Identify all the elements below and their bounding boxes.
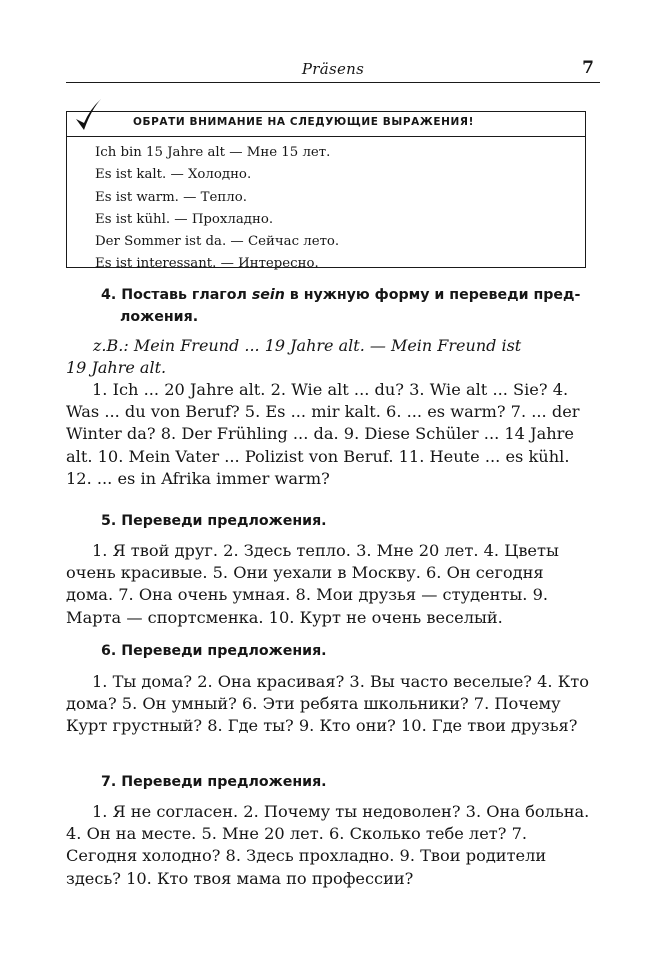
- task-4-heading-line-2: ложения.: [120, 309, 199, 325]
- task-7-heading: 7. Переведи предложения.: [101, 774, 327, 790]
- note-line: Es ist kalt. — Холодно.: [95, 167, 252, 183]
- note-lines: [95, 142, 339, 276]
- running-header: [66, 58, 600, 83]
- example-line-1: z.B.: Mein Freund ... 19 Jahre alt. — Mein Freund ist: [93, 336, 522, 355]
- task-6-text: 1. Ты дома? 2. Она красивая? 3. Вы часто веселые? 4. Кто дома? 5. Он умный? 6. Эти ребята школьники? 7. Почему Курт грустный? 8. Где ты? 9. Кто они? 10. Где твои друзья?: [66, 672, 589, 736]
- example-line-2: 19 Jahre alt.: [66, 358, 167, 377]
- check-icon: [73, 96, 103, 136]
- note-box: [66, 111, 586, 272]
- note-line: Der Sommer ist da. — Сейчас лето.: [95, 234, 340, 250]
- task-4-example: [66, 335, 593, 379]
- task-7-text: 1. Я не согласен. 2. Почему ты недоволен? 3. Она больна. 4. Он на месте. 5. Мне 20 лет. 6. Сколько тебе лет? 7. Сегодня холодно? 8. Здесь прохладно. 9. Твои родители здесь? 10. Кто твоя мама по профессии?: [66, 802, 590, 888]
- page-number: 7: [582, 58, 594, 78]
- note-line: Es ist warm. — Тепло.: [95, 189, 247, 205]
- task-5-text: 1. Я твой друг. 2. Здесь тепло. 3. Мне 20 лет. 4. Цветы очень красивые. 5. Они уехали в Москву. 6. Он сегодня дома. 7. Она очень умная. 8. Мои друзья — студенты. 9. Марта — спортсменка. 10. Курт не очень веселый.: [66, 541, 559, 627]
- task-5-heading: 5. Переведи предложения.: [101, 513, 327, 529]
- note-line: Ich bin 15 Jahre alt — Мне 15 лет.: [95, 145, 331, 160]
- task-4-text: 1. Ich ... 20 Jahre alt. 2. Wie alt ... du? 3. Wie alt ... Sie? 4. Was ... du von Beruf? 5. Es ... mir kalt. 6. ... es warm? 7. ... der Winter da? 8. Der Frühling ... da. 9. Diese Schüler ... 14 Jahre alt. 10. Mein Vater ... Polizist von Beruf. 11. Heute ... es kühl. 12. ... es in Afrika immer warm?: [66, 380, 580, 488]
- task-4-heading: [101, 284, 601, 328]
- note-line: Es ist interessant. — Интересно.: [95, 256, 319, 272]
- task-4-heading-line-1: 4. Поставь глагол sein в нужную форму и переведи пред-: [101, 287, 581, 303]
- running-title: Präsens: [301, 60, 365, 78]
- verb-sein: sein: [251, 287, 285, 303]
- note-header: [67, 112, 585, 137]
- note-line: Es ist kühl. — Прохладно.: [95, 211, 274, 227]
- note-heading: ОБРАТИ ВНИМАНИЕ НА СЛЕДУЮЩИЕ ВЫРАЖЕНИЯ!: [133, 116, 474, 128]
- task-6-heading: 6. Переведи предложения.: [101, 643, 327, 659]
